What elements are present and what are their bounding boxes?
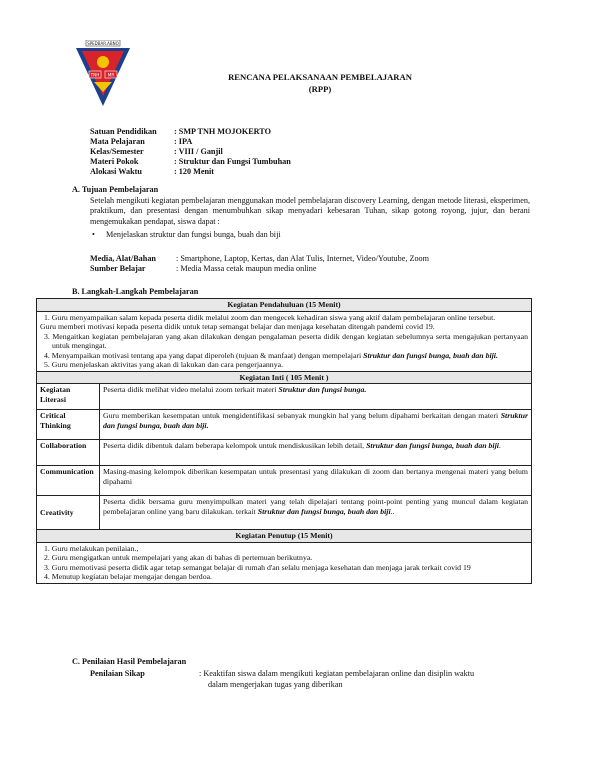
school-logo [72, 40, 134, 108]
creativity-text: Peserta didik bersama guru menyimpulkan materi yang telah dipelajari tentang point-point penting yang muncul dalam kegiatan pembelajaran online yang baru dilakukan. terkait Struktur dan fungsi bunga, buah dan biji.. [100, 496, 532, 530]
pendahuluan-header: Kegiatan Pendahuluan (15 Menit) [37, 299, 532, 312]
document-title [160, 72, 480, 95]
pendahuluan-cell [37, 311, 532, 371]
critical-text: Guru memberikan kesempatan untuk mengidentifikasi sebanyak mungkin hal yang belum dipahami berkaitan dengan materi Struktur dan fungsi bunga, buah dan biji. [100, 410, 532, 440]
sumber-row: Sumber Belajar : Media Massa cetak maupun media online [90, 264, 317, 273]
identity-row: Satuan Pendidikan : SMP TNH MOJOKERTO [90, 127, 271, 136]
list-item: 4. Menutup kegiatan belajar mengajar dengan berdoa. [44, 572, 212, 581]
media-row: Media, Alat/Bahan : Smartphone, Laptop, Kertas, dan Alat Tulis, Internet, Video/Youtube, Zoom [90, 254, 429, 263]
bullet-icon: • [92, 230, 95, 239]
title-line-2: (RPP) [308, 83, 332, 94]
comm-label: Communication [37, 466, 100, 496]
identity-row: Alokasi Waktu : 120 Menit [90, 167, 215, 176]
list-item: 1. Guru menyampaikan salam kepada peserta didik melalui zoom dan mengecek kehadiran siswa yang aktif dalam pembelajaran online tersebut. [44, 312, 496, 322]
list-item: 5. Guru menjelaskan aktivitas yang akan di lakukan dan cara pengerjaannya. [44, 360, 284, 369]
penilaian-sikap-label: Penilaian Sikap [90, 669, 145, 678]
penilaian-sikap-line1: : Keaktifan siswa dalam mengikuti kegiatan pembelajaran online dan disiplin waktu [199, 669, 475, 678]
identity-row: Mata Pelajaran : IPA [90, 137, 193, 146]
identity-row: Materi Pokok : Struktur dan Fungsi Tumbuhan [90, 157, 291, 166]
learning-steps-table [36, 298, 532, 584]
section-c-heading: C. Penilaian Hasil Pembelajaran [72, 657, 187, 666]
penutup-cell [37, 542, 532, 583]
identity-block [90, 127, 291, 177]
list-item: 2. Guru mengigatkan untuk mempelajari yang akan di bahas di pertemuan berikutnya. [44, 553, 313, 562]
list-item: Guru memberi motivasi kepada peserta didik untuk tetap semangat belajar dan menjaga kesehatan ditengah pandemi covid 19. [40, 322, 435, 331]
list-item: 3. Mengaitkan kegiatan pembelajaran yang akan dilakukan dengan pengalaman peserta didik dengan kegiatan sebelumnya serta mengajukan pertanyaan untuk mengingat. [44, 331, 528, 350]
logo-text: SPEDBAR.ABNO [87, 40, 119, 46]
critical-label: Critical Thinking [37, 410, 100, 440]
list-item: 1. Guru melakukan penilaian., [44, 543, 139, 553]
creativity-label: Creativity [37, 496, 100, 530]
identity-row: Kelas/Semester : VIII / Ganjil [90, 147, 223, 156]
literasi-label: Kegiatan Literasi [37, 384, 100, 410]
section-a-paragraph: Setelah mengikuti kegiatan pembelajaran menggunakan model pembelajaran discovery Learning, dengan metode literasi, eksperimen, praktikum, dan presentasi dengan menumbuhkan sikap menyadari kebesaran Tuhan, sikap gotong royong, jujur, dan berani mengemukakan pendapat, siswa dapat : [90, 196, 530, 226]
comm-text: Masing-masing kelompok diberikan kesempatan untuk presentasi yang dilakukan di zoom dan bertanya mengenai materi yang belum dipahami [100, 466, 532, 496]
penilaian-sikap-line2: dalam mengerjakan tugas yang diberikan [208, 680, 343, 689]
list-item: 3. Guru memotivasi peserta didik agar tetap semangat belajar di rumah d'an selalu menjaga kesehatan dan menjaga jarak terkait covid 19 [44, 562, 471, 572]
collab-label: Collaboration [37, 440, 100, 466]
objective-bullet: • Menjelaskan struktur dan fungsi bunga, buah dan biji [92, 230, 281, 239]
section-b-heading: B. Langkah-Langkah Pembelajaran [72, 287, 199, 296]
title-line-1: RENCANA PELAKSANAAN PEMBELAJARAN [228, 72, 412, 82]
literasi-text: Peserta didik melihat video melalui zoom terkait materi Struktur dan fungsi bunga. [100, 384, 532, 410]
logo-right-text: MR [107, 72, 115, 78]
list-item: 4. Menyampaikan motivasi tentang apa yang dapat diperoleh (tujuan & manfaat) dengan mempelajari Struktur dan fungsi bunga, buah dan biji. [44, 350, 498, 360]
collab-text: Peserta didik dibentuk dalam beberapa kelompok untuk mendiskusikan lebih detail, Struktur dan fungsi bunga, buah dan biji. [100, 440, 532, 466]
section-a-heading: A. Tujuan Pembelajaran [72, 185, 159, 194]
penutup-header: Kegiatan Penutup (15 Menit) [37, 530, 532, 543]
inti-header: Kegiatan Inti ( 105 Menit ) [37, 371, 532, 384]
logo-left-text: TNH [90, 72, 100, 78]
